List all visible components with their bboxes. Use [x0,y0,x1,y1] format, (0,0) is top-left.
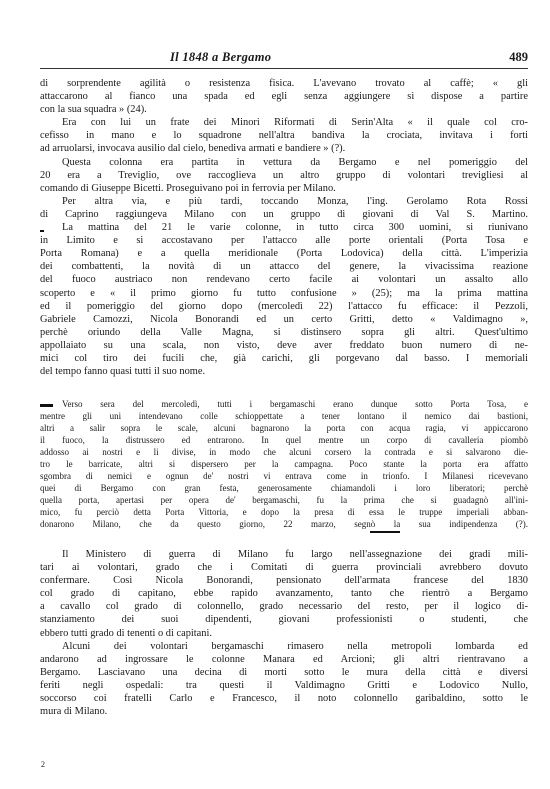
quote-line: Verso sera del mercoledì, tutti i bergamaschi erano dunque sotto Porta Tosa, e [62,399,528,409]
text-line: Per altra via, e più tardi, toccando Monza, l'ing. Gerolamo Rota Rossi [62,195,528,207]
running-header [40,50,528,69]
quote-line: il fuoco, la distrussero ed entrarono. In quel mentre un corpo di cavalleria piombò [40,435,528,445]
body-text-bottom [40,548,528,718]
text-line: soccorso coi fratelli Carlo e Francesco, il noto colonnello garibaldino, sotto le [40,693,528,705]
text-line: del tempo fanno quasi tutti il suo nome. [40,366,206,378]
text-line: appollaiato su una scala, non visto, deve aver freddato buon numero di ne- [40,339,528,351]
text-line: mura di Milano. [40,706,108,718]
text-line: tari ai volontari, grado che i Comitati di guerra provinciali avrebbero dovuto [40,562,528,574]
quote-line: mico, fu perciò detta Porta Vittoria, e dopo la presa di essa le truppe imperiali abban- [40,507,528,517]
running-title: Il 1848 a Bergamo [170,50,272,64]
signature-mark: 2 [41,760,45,769]
text-line: dei combattenti, la novità di un attacco del genere, la vivacissima reazione [40,261,528,273]
text-line: 20 era a Treviglio, ove raccoglieva un altro gruppo di volontari trevigliesi al [40,169,528,181]
quote-line: quei di Bergamo con gran festa, generosamente chiamandoli i loro liberatori; perchè [40,483,528,493]
quote-line: sgombra di nemici e ognun de' nostri vi entrava come in trionfo. I Milanesi ricevevano [40,471,528,481]
quote-line: quella porta, apertasi per opera de' bergamaschi, fu la prima che si guadagnò all'ini- [40,495,528,505]
text-line: comando di Giuseppe Bicetti. Proseguivano poi in ferrovia per Milano. [40,182,336,194]
text-line: confermare. Così Nicola Bonorandi, pensionato dell'armata francese del 1830 [40,575,528,587]
text-line: Porta Romana) e a quella meridionale (Porta Lodovica) della città. L'imperizia [40,248,528,260]
text-line: Era con lui un frate dei Minori Riformati di Serin'Alta « il quale col cro- [62,117,528,129]
text-line: con la sua squadra » (24). [40,104,147,116]
text-line: Il Ministero di guerra di Milano fu largo nell'assegnazione dei gradi mili- [62,549,528,560]
text-line: attaccarono al fianco una spada ed egli senza aggiungere sì dispose a partire [40,91,528,103]
text-line: ad arruolarsi, invocava ausilio dal cielo, benediva armati e bandiere » (?). [40,143,346,155]
text-line: perchè oriundo della Valle Magna, si distinsero sopra gli altri. Quest'ultimo [40,326,528,338]
block-quotation [40,398,528,530]
quote-line: tro le barricate, altri si dispersero per la campagna. Poco stante la porta era affatto [40,459,528,469]
text-line: ebbero tutti grado di tenenti o di capitani. [40,627,212,639]
quote-line: mentre gli uni intendevano colle schioppettate a tener lontano il nemico dai bastioni, [40,411,528,421]
text-line: Bergamo. Lasciavano una decina di morti sotto le mura della città e diversi [40,666,528,678]
text-line: Questa colonna era partita in vettura da Bergamo e nel pomeriggio del [62,156,528,168]
page-number: 489 [509,50,528,64]
text-line: di Caprino raggiungeva Milano con un gruppo di giovani di Val S. Martino. [40,208,528,220]
ink-smudge-mark [370,531,400,533]
text-line: La mattina del 21 le varie colonne, in tutto circa 300 uomini, si riunivano [62,222,528,234]
text-line: stanziamento dei suoi dipendenti, giovani professionisti o studenti, che [40,614,528,626]
quote-line: donarono Milano, che da questo giorno, 22 marzo, segnò la sua indipendenza (?). [40,519,528,529]
quote-line: addosso ai nostri e li divise, in modo che alcuni corsero la contrada e si salvarono die- [40,447,528,457]
text-line: mici col tiro dei fucili che, già carichi, gli porgevano dal basso. I memoriali [40,352,528,364]
text-line: di sorprendente agilità o resistenza fisica. L'avevano trovato al caffè; « gli [40,78,528,89]
text-line: cefisso in mano e lo squadrone nell'altra bandiva la crociata, invitava i forti [40,130,528,142]
text-line: scoperto e « il primo giorno fu tutto confusione » (25); ma la prima mattina [40,287,528,299]
ink-smudge-mark [40,230,44,232]
text-line: del fuoco austriaco non rendevano certo facile ai volontari un assalto allo [40,274,528,286]
body-text-top [40,77,528,378]
text-line: a cavallo col grado di colonnello, grado necessario del resto, per il logico di- [40,601,528,613]
text-line: feriti negli ospedali: tra questi il Valdimagno Gritti e Lodovico Nullo, [40,679,528,691]
text-line: Alcuni dei volontari bergamaschi rimasero nella metropoli lombarda ed [62,640,528,652]
text-line: in Limito e si accostavano per l'attacco alle porte orientali (Porta Tosa e [40,235,528,247]
text-line: andarono ad ingrossare le colonne Manara ed Arcioni; gli altri rientravano a [40,653,528,665]
text-line: Gabriele Camozzi, Nicola Bonorandi ed un certo Gritti, detto « Valdimagno », [40,313,528,325]
text-line: col grado di capitano, ebbe rapido avanzamento, tanto che rientrò a Bergamo [40,588,528,600]
quote-line: altri a salir sopra le scale, alcuni bagnarono la porta con acqua ragia, vi appiccarono [40,423,528,433]
ink-smudge-mark [40,404,53,407]
text-line: ed il pomeriggio del giorno dopo (mercoledì 22) l'attacco fu efficace: il Pezzoli, [40,300,528,312]
